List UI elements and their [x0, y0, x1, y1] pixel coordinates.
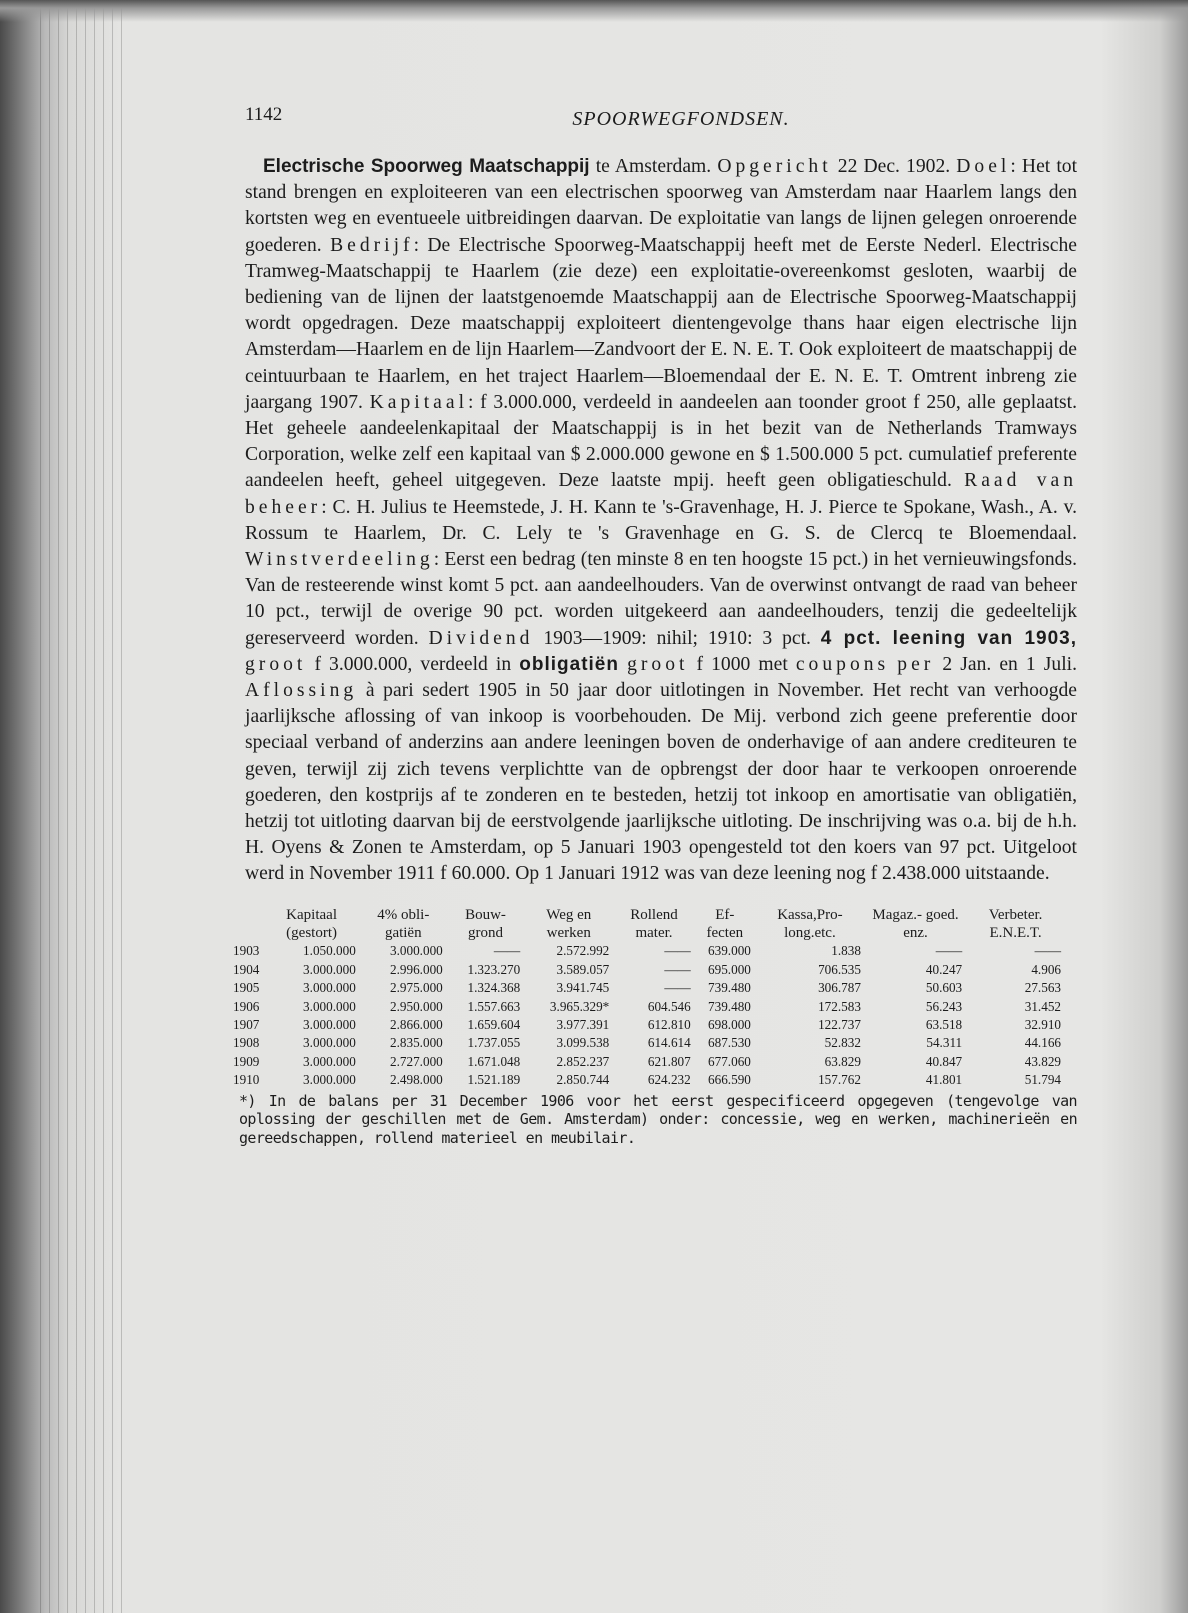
- text-segment: : C. H. Julius te Heemstede, J. H. Kann te 's-Gravenhage, H. J. Pierce te Spokane, Wash., A. v. Rossum te Haarlem, Dr. C. Lely te 's Gravenhage en G. S. de Clercq te Bloemendaal.: [245, 496, 1077, 544]
- page-number: 1142: [245, 104, 283, 125]
- year-cell: 1903: [233, 943, 260, 959]
- text-segment: : f 3.000.000, verdeeld in aandeelen aan toonder groot f 250, alle geplaatst. Het geheele aandeelenkapitaal der Maatschappij is in het bezit van de Netherlands Tramways Corporation, welke zelf een kapitaal van $ 2.000.000 gewone en $ 1.500.000 5 pct. cumulatief preferente aandeelen heeft, geheel uitgegeven. Deze laatste mpij. heeft geen obligatieschuld.: [245, 391, 1077, 492]
- page-header: [245, 100, 1077, 140]
- table-cell: 1.659.604: [467, 1016, 521, 1032]
- table-body: [233, 942, 1065, 1089]
- table-cell: 2.975.000: [390, 980, 443, 996]
- table-cell: 677.060: [708, 1053, 751, 1069]
- balance-table: [233, 907, 1065, 1089]
- company-name: Electrische Spoorweg Maatschappij: [263, 156, 590, 177]
- table-cell: 1.557.663: [467, 998, 521, 1014]
- table-cell: 3.000.000: [303, 1035, 356, 1051]
- page: [233, 100, 1078, 1163]
- footnote: *) In de balans per 31 December 1906 voor het eerst gespecificeerd opgegeven (tengevolge van oplossing der geschillen met de Gem. Amsterdam) onder: concessie, weg en werken, machinerieën en gereedschappen, rollend materieel en meubilair.: [239, 1091, 1077, 1148]
- text-segment: : De Electrische Spoorweg-Maatschappij heeft met de Eerste Nederl. Electrische Tramweg-Maatschappij te Haarlem (zie deze) een exploitatie-overeenkomst gesloten, waarbij de bediening van de lijnen der laatstgenoemde Maatschappij aan de Electrische Spoorweg-Maatschappij wordt opgedragen. Deze maatschappij exploiteert dientengevolge thans haar eigen electrische lijn Amsterdam—Haarlem en de lijn Haarlem—Zandvoort der E. N. E. T. Ook exploiteert de maatschappij de ceintuurbaan te Haarlem, en het traject Haarlem—Bloemendaal der E. N. E. T. Omtrent inbreng zie jaargang 1907.: [245, 234, 1077, 413]
- table-cell: 306.787: [818, 980, 861, 996]
- table-cell: 639.000: [708, 943, 751, 959]
- header-cell-rollend-mater: Rollend mater.: [630, 907, 678, 941]
- table-cell: 2.852.237: [556, 1053, 610, 1069]
- year-cell: 1909: [233, 1053, 260, 1069]
- year-cell: 1907: [233, 1016, 260, 1032]
- header-cell-kassa: Kassa,Pro- long.etc.: [777, 907, 843, 941]
- table-cell: 706.535: [818, 961, 861, 977]
- table-cell: ——: [1034, 943, 1061, 959]
- year-cell: 1906: [233, 998, 260, 1014]
- table-cell: 3.000.000: [303, 980, 356, 996]
- table-row: [233, 1034, 1065, 1052]
- table-cell: 54.311: [926, 1035, 963, 1051]
- table-cell: 2.835.000: [390, 1035, 443, 1051]
- header-cell-obligatien: 4% obli- gatiën: [377, 907, 430, 941]
- table-header-row: [233, 907, 1065, 942]
- table-cell: 624.232: [647, 1072, 691, 1088]
- label-bedrijf: Bedrijf: [330, 234, 414, 256]
- label-dividend: Dividend: [428, 627, 534, 649]
- table-cell: 63.518: [925, 1016, 963, 1032]
- table-cell: 695.000: [708, 961, 751, 977]
- year-cell: 1910: [233, 1072, 260, 1088]
- table-cell: 41.801: [925, 1072, 963, 1088]
- header-cell-effecten: Ef- fecten: [706, 907, 744, 941]
- table-row: [233, 1016, 1065, 1034]
- table-cell: 614.614: [647, 1035, 691, 1051]
- table-cell: 1.050.000: [303, 943, 356, 959]
- table-row: [233, 942, 1065, 960]
- label-groot: groot: [627, 653, 689, 675]
- table-cell: 122.737: [818, 1016, 861, 1032]
- header-cell-kapitaal: Kapitaal (gestort): [286, 907, 337, 941]
- table-cell: 698.000: [708, 1016, 751, 1032]
- table-cell: 2.498.000: [390, 1072, 443, 1088]
- table-cell: 3.000.000: [303, 998, 356, 1014]
- header-cell-weg-en-werken: Weg en werken: [546, 907, 592, 941]
- year-cell: 1905: [233, 980, 260, 996]
- table-cell: 1.838: [831, 943, 861, 959]
- table-cell: 2.866.000: [390, 1016, 443, 1032]
- table-cell: 604.546: [647, 998, 691, 1014]
- label-groot: groot: [245, 653, 307, 675]
- table-cell: 27.563: [1024, 980, 1061, 996]
- table-cell: 50.603: [925, 980, 963, 996]
- table-cell: 40.847: [925, 1053, 963, 1069]
- header-cell-year: [233, 907, 263, 942]
- table-cell: ——: [935, 943, 963, 959]
- table-cell: 40.247: [925, 961, 963, 977]
- table-cell: 43.829: [1024, 1053, 1061, 1069]
- table-cell: 1.671.048: [467, 1053, 521, 1069]
- table-cell: 3.099.538: [556, 1035, 610, 1051]
- label-kapitaal: Kapitaal: [369, 391, 469, 413]
- table-row: [233, 1053, 1065, 1071]
- text-segment: te Amsterdam.: [589, 156, 718, 177]
- table-cell: 3.000.000: [303, 961, 356, 977]
- table-cell: 666.590: [708, 1072, 751, 1088]
- table-cell: 739.480: [708, 980, 751, 996]
- text-segment: : Eerst een bedrag (ten minste 8 en ten hoogste 15 pct.) in het vernieuwingsfonds. Van de resteerende winst komt 5 pct. aan aandeelhouders. Van de overwinst ontvangt de raad van beheer 10 pct., terwijl de overige 90 pct. worden uitgekeerd aan aandeelhouders, tenzij die gedeeltelijk gereserveerd worden.: [245, 549, 1077, 649]
- table-cell: 3.000.000: [303, 1072, 356, 1088]
- table-cell: 2.950.000: [390, 998, 443, 1014]
- label-per: per: [897, 653, 935, 675]
- table-cell: 44.166: [1024, 1035, 1061, 1051]
- text-segment: 1903—1909: nihil; 1910: 3 pct.: [533, 627, 821, 649]
- label-doel: Doel: [956, 156, 1011, 177]
- table-cell: ——: [664, 980, 691, 996]
- article-body: [245, 154, 1077, 888]
- table-cell: 739.480: [708, 998, 751, 1014]
- top-shadow: [0, 0, 1188, 22]
- table-cell: 63.829: [824, 1053, 861, 1069]
- table-cell: 32.910: [1024, 1016, 1061, 1032]
- label-raad-van-beheer: Raad van beheer: [245, 470, 1077, 518]
- table-cell: 3.941.745: [556, 980, 610, 996]
- year-cell: 1904: [233, 961, 260, 977]
- text-segment: [619, 654, 627, 675]
- label-aflossing: Aflossing: [245, 680, 358, 702]
- table-cell: 31.452: [1024, 998, 1061, 1014]
- table-cell: 612.810: [647, 1016, 691, 1032]
- table-row: [233, 998, 1065, 1016]
- header-cell-bouwgrond: Bouw- grond: [465, 907, 506, 941]
- table-cell: 56.243: [925, 998, 963, 1014]
- table-cell: 2.727.000: [390, 1053, 443, 1069]
- label-coupons: coupons: [795, 653, 890, 675]
- table-cell: 2.850.744: [556, 1072, 610, 1088]
- table-cell: 51.794: [1024, 1072, 1061, 1088]
- table-row: [233, 961, 1065, 979]
- table-cell: 4.906: [1031, 961, 1061, 977]
- table-cell: 2.572.992: [556, 943, 610, 959]
- text-segment: f 3.000.000, verdeeld in: [306, 653, 520, 675]
- table-cell: ——: [664, 943, 691, 959]
- table-cell: 3.965.329*: [549, 998, 610, 1014]
- loan-heading: 4 pct. leening van 1903,: [820, 627, 1078, 649]
- header-cell-verbeter: Verbeter. E.N.E.T.: [988, 907, 1043, 941]
- table-cell: 3.977.391: [556, 1016, 610, 1032]
- table-cell: 1.324.368: [467, 980, 521, 996]
- table-row: [233, 979, 1065, 997]
- table-cell: 1.323.270: [467, 961, 521, 977]
- table-cell: 687.530: [708, 1035, 751, 1051]
- text-segment: 22 Dec. 1902.: [831, 156, 957, 177]
- table-cell: 157.762: [818, 1072, 861, 1088]
- table-cell: ——: [493, 943, 521, 959]
- table-cell: 3.000.000: [303, 1053, 356, 1069]
- table-cell: 621.807: [647, 1053, 691, 1069]
- table-cell: 172.583: [818, 998, 861, 1014]
- page-edges: [40, 0, 130, 1613]
- label-opgericht: Opgericht: [717, 156, 832, 177]
- table-cell: 3.000.000: [303, 1016, 356, 1032]
- table-cell: 2.996.000: [390, 961, 443, 977]
- text-segment: f 1000 met: [688, 653, 796, 675]
- table-cell: 52.832: [824, 1035, 861, 1051]
- table-cell: 1.521.189: [467, 1072, 521, 1088]
- header-cell-magazgoed: Magaz.- goed. enz.: [872, 907, 959, 941]
- text-segment: 2 Jan. en 1 Juli.: [934, 653, 1078, 675]
- year-cell: 1908: [233, 1035, 260, 1051]
- table-cell: 1.737.055: [467, 1035, 521, 1051]
- table-row: [233, 1071, 1065, 1089]
- table-cell: 3.000.000: [390, 943, 443, 959]
- table-cell: 3.589.057: [556, 961, 610, 977]
- table-cell: ——: [664, 961, 691, 977]
- obligatien-heading: obligatiën: [519, 653, 619, 675]
- text-segment: à pari sedert 1905 in 50 jaar door uitlotingen in November. Het recht van verhoogde jaarlijksche aflossing of van inkoop is voorbehouden. De Mij. verbond zich geene preferentie door speciaal verband of anderzins aan andere leeningen boven de onderhavige of aan andere crediteuren te geven, terwijl zij zich tevens verplichtte van de opbrengst der door haar te verkoopen onroerende goederen, den kostprijs af te zonderen en te besteden, hetzij tot inkoop en amortisatie van obligatiën, hetzij tot uitloting daarvan bij de eerstvolgende jaarlijksche uitloting. De inschrijving was o.a. bij de h.h. H. Oyens & Zonen te Amsterdam, op 5 Januari 1903 opengesteld tot den koers van 97 pct. Uitgeloot werd in November 1911 f 60.000. Op 1 Januari 1912 was van deze leening nog f 2.438.000 uitstaande.: [245, 680, 1077, 885]
- text-segment: : Het tot stand brengen en exploiteeren van een electrischen spoorweg van Amsterdam naar Haarlem langs den kortsten weg en eventueele uitbreidingen daarvan. De exploitatie van langs de lijnen gelegen onroerende goederen.: [245, 156, 1078, 256]
- running-title: SPOORWEGFONDSEN.: [572, 108, 790, 130]
- label-winstverdeeling: Winstverdeeling: [245, 549, 434, 571]
